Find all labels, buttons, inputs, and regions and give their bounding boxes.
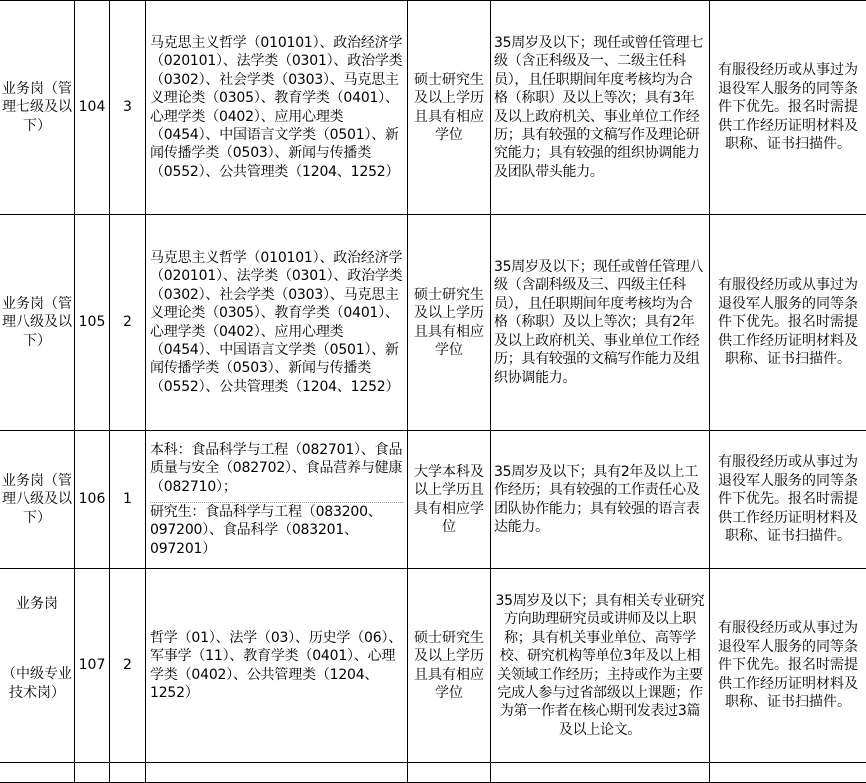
table-row: [0, 431, 866, 569]
post-code-cell: 104: [75, 1, 110, 215]
headcount-cell: 2: [110, 215, 146, 431]
headcount-cell: 3: [110, 1, 146, 215]
post-code-cell: 106: [75, 431, 110, 569]
major-cell: 马克思主义哲学（010101）、政治经济学（020101）、法学类（0301）、政治学类（0302）、社会学类（0303）、马克思主义理论类（0305）、教育学类（0401）、心理学类（0402）、应用心理类（0454）、中国语言文学类（0501）、新闻传播学类（0503）、新闻与传播类（0552）、公共管理类（1204、1252）: [146, 215, 408, 431]
education-cell: 硕士研究生及以上学历且具有相应学位: [408, 1, 491, 215]
post-top: 业务岗: [2, 595, 72, 613]
table-row: [0, 569, 866, 763]
major-cell: 马克思主义哲学（010101）、政治经济学（020101）、法学类（0301）、政治学类（0302）、社会学类（0303）、马克思主义理论类（0305）、教育学类（0401）、心理学类（0402）、应用心理类（0454）、中国语言文学类（0501）、新闻传播学类（0503）、新闻与传播类（0552）、公共管理类（1204、1252）: [146, 1, 408, 215]
major-undergrad: 本科：食品科学与工程（082701）、食品质量与安全（082702）、食品营养与健康（082710）；: [150, 441, 403, 496]
post-cell: [0, 569, 75, 763]
requirement-cell: 35周岁及以下；具有相关专业研究方向助理研究员或讲师及以上职称；具有机关事业单位、高等学校、研究机构等单位3年及以上相关领域工作经历；主持或作为主要完成人参与过省部级以上课题；作为第一作者在核心期刊发表过3篇及以上论文。: [491, 569, 710, 763]
education-cell: 硕士研究生及以上学历且具有相应学位: [408, 215, 491, 431]
requirement-cell: 35周岁及以下；具有2年及以上工作经历；具有较强的工作责任心及团队协作能力；具有较强的语言表达能力。: [491, 431, 710, 569]
post-code-cell: 105: [75, 215, 110, 431]
note-cell: 有服役经历或从事过为退役军人服务的同等条件下优先。报名时需提供工作经历证明材料及职称、证书扫描件。: [710, 1, 866, 215]
post-cell: 业务岗（管理八级及以下）: [0, 215, 75, 431]
major-cell: 哲学（01）、法学（03）、历史学（06）、军事学（11）、教育学类（0401）、心理学类（0402）、公共管理类（1204、1252）: [146, 569, 408, 763]
post-code-cell: 107: [75, 569, 110, 763]
note-cell: 有服役经历或从事过为退役军人服务的同等条件下优先。报名时需提供工作经历证明材料及职称、证书扫描件。: [710, 569, 866, 763]
table-row: [0, 215, 866, 431]
education-cell: 硕士研究生及以上学历且具有相应学位: [408, 569, 491, 763]
note-cell: 有服役经历或从事过为退役军人服务的同等条件下优先。报名时需提供工作经历证明材料及职称、证书扫描件。: [710, 431, 866, 569]
major-cell: [146, 431, 408, 569]
post-bottom: （中级专业技术岗）: [2, 665, 72, 702]
requirement-cell: 35周岁及以下；现任或曾任管理七级（含正科级及一、二级主任科员），且任职期间年度考核均为合格（称职）及以上等次；具有3年及以上政府机关、事业单位工作经历；具有较强的文稿写作及理论研究能力；具有较强的组织协调能力及团队带头能力。: [491, 1, 710, 215]
requirement-cell: 35周岁及以下；现任或曾任管理八级（含副科级及三、四级主任科员），且任职期间年度考核均为合格（称职）及以上等次；具有2年及以上政府机关、事业单位工作经历；具有较强的文稿写作能力及组织协调能力。: [491, 215, 710, 431]
post-cell: 业务岗（管理七级及以下）: [0, 1, 75, 215]
headcount-cell: 2: [110, 569, 146, 763]
post-cell: 业务岗（管理八级及以下）: [0, 431, 75, 569]
headcount-cell: 1: [110, 431, 146, 569]
education-cell: 大学本科及以上学历且具有相应学位: [408, 431, 491, 569]
table-row: [0, 763, 866, 783]
note-cell: 有服役经历或从事过为退役军人服务的同等条件下优先。报名时需提供工作经历证明材料及职称、证书扫描件。: [710, 215, 866, 431]
table-row: [0, 1, 866, 215]
major-grad: 研究生：食品科学与工程（083200、097200）、食品科学（083201、097201）: [150, 502, 403, 558]
